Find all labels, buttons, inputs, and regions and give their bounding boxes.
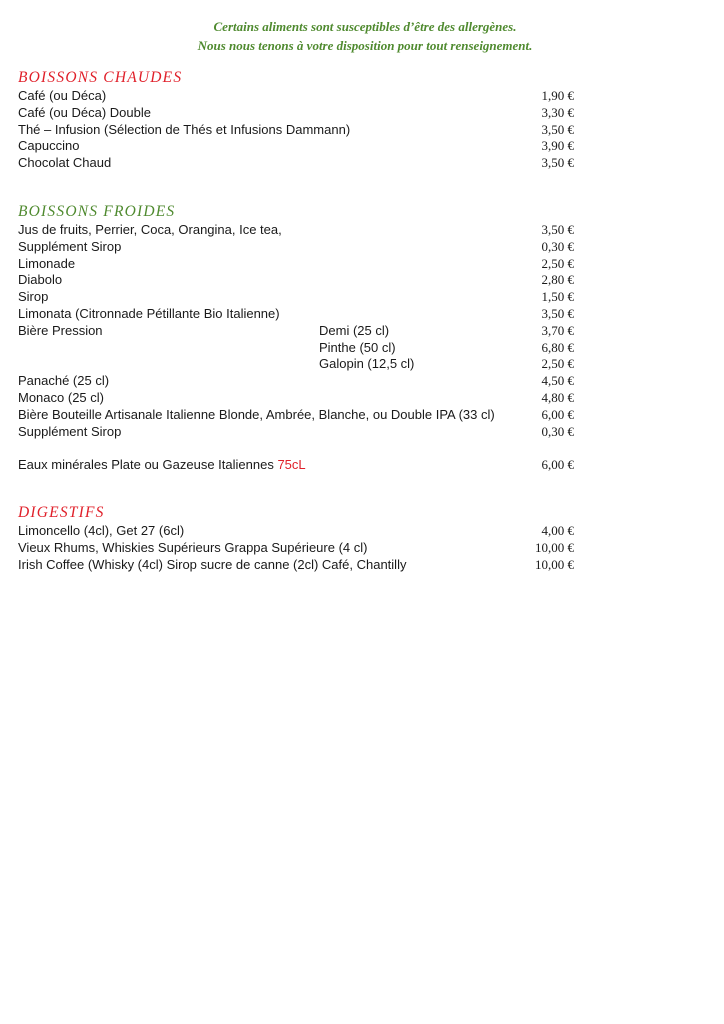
eaux-label: Eaux minérales Plate ou Gazeuse Italiennes: [18, 457, 274, 473]
allergen-notice-line-1: Certains aliments sont susceptibles d’être des allergènes.: [213, 19, 517, 34]
item-label: Café (ou Déca) Double: [18, 104, 151, 120]
section-boissons-froides: [18, 202, 574, 474]
item-label: Limoncello (4cl), Get 27 (6cl): [18, 523, 185, 538]
item-price: 6,00 €: [541, 457, 574, 473]
item-price: 3,90 €: [541, 138, 574, 154]
item-label: Panaché (25 cl): [18, 373, 110, 389]
item-label: Café (ou Déca): [18, 88, 107, 103]
item-label: Sirop: [18, 289, 49, 305]
item-price: 0,30 €: [541, 238, 574, 254]
menu-item: [18, 88, 574, 105]
menu-item: [18, 105, 574, 122]
item-label: [18, 457, 306, 474]
item-label: Capuccino: [18, 138, 80, 154]
menu-item: [18, 306, 574, 323]
section-title-boissons-froides: BOISSONS FROIDES: [18, 203, 176, 220]
item-price: 10,00 €: [535, 556, 574, 572]
item-price: 4,00 €: [541, 523, 574, 538]
allergen-notice: [0, 17, 724, 55]
menu-item: [18, 289, 574, 306]
menu-item: [18, 323, 574, 340]
item-price: 2,50 €: [541, 255, 574, 271]
menu-item-eaux: [18, 457, 574, 474]
item-price: 2,80 €: [541, 272, 574, 288]
item-label: Thé – Infusion (Sélection de Thés et Infusions Dammann): [18, 121, 351, 137]
item-price: 6,80 €: [541, 339, 574, 355]
item-label: Supplément Sirop: [18, 423, 122, 439]
menu-item: [18, 540, 574, 557]
item-label: Bière Pression: [18, 322, 103, 338]
item-price: 2,50 €: [541, 356, 574, 372]
menu-item: [18, 256, 574, 273]
item-price: 3,70 €: [541, 322, 574, 338]
menu-item: [18, 523, 574, 540]
menu-item: [18, 424, 574, 441]
section-title-boissons-chaudes: BOISSONS CHAUDES: [18, 69, 183, 86]
item-price: 1,90 €: [541, 88, 574, 103]
item-size: Galopin (12,5 cl): [319, 356, 415, 372]
section-title-digestifs: DIGESTIFS: [18, 504, 105, 521]
menu-item: [18, 373, 574, 390]
item-price: 1,50 €: [541, 289, 574, 305]
item-price: 6,00 €: [541, 406, 574, 422]
menu-item: [18, 340, 574, 357]
allergen-notice-line-2: Nous nous tenons à votre disposition pour tout renseignement.: [197, 38, 533, 53]
item-label: Supplément Sirop: [18, 238, 122, 254]
item-label: Limonade: [18, 255, 76, 271]
menu-item: [18, 122, 574, 139]
menu-item: [18, 390, 574, 407]
item-label: Chocolat Chaud: [18, 155, 112, 171]
item-price: 3,50 €: [541, 305, 574, 321]
menu-item: [18, 407, 574, 424]
spacer: [18, 440, 574, 457]
item-price: 3,50 €: [541, 155, 574, 171]
item-price: 4,80 €: [541, 389, 574, 405]
menu-item: [18, 272, 574, 289]
item-size: Demi (25 cl): [319, 322, 390, 338]
item-label: Vieux Rhums, Whiskies Supérieurs Grappa Supérieure (4 cl): [18, 539, 368, 555]
menu-item: [18, 356, 574, 373]
item-label: Diabolo: [18, 272, 63, 288]
item-price: 10,00 €: [535, 539, 574, 555]
item-label: Limonata (Citronnade Pétillante Bio Italienne): [18, 305, 280, 321]
menu-item: [18, 155, 574, 172]
item-price: 3,50 €: [541, 121, 574, 137]
section-digestifs: [18, 503, 574, 573]
menu-item: [18, 557, 574, 574]
item-price: 0,30 €: [541, 423, 574, 439]
item-label: Bière Bouteille Artisanale Italienne Blonde, Ambrée, Blanche, ou Double IPA (33 cl): [18, 406, 495, 422]
item-price: 3,50 €: [541, 222, 574, 237]
eaux-volume: 75cL: [277, 457, 306, 473]
item-price: 3,30 €: [541, 104, 574, 120]
item-price: 4,50 €: [541, 373, 574, 389]
menu-item: [18, 239, 574, 256]
menu-item: [18, 138, 574, 155]
section-boissons-chaudes: [18, 68, 574, 172]
menu-item: [18, 222, 574, 239]
item-label: Jus de fruits, Perrier, Coca, Orangina, Ice tea,: [18, 222, 282, 237]
item-size: Pinthe (50 cl): [319, 339, 396, 355]
item-label: Monaco (25 cl): [18, 389, 104, 405]
item-label: Irish Coffee (Whisky (4cl) Sirop sucre de canne (2cl) Café, Chantilly: [18, 556, 407, 572]
